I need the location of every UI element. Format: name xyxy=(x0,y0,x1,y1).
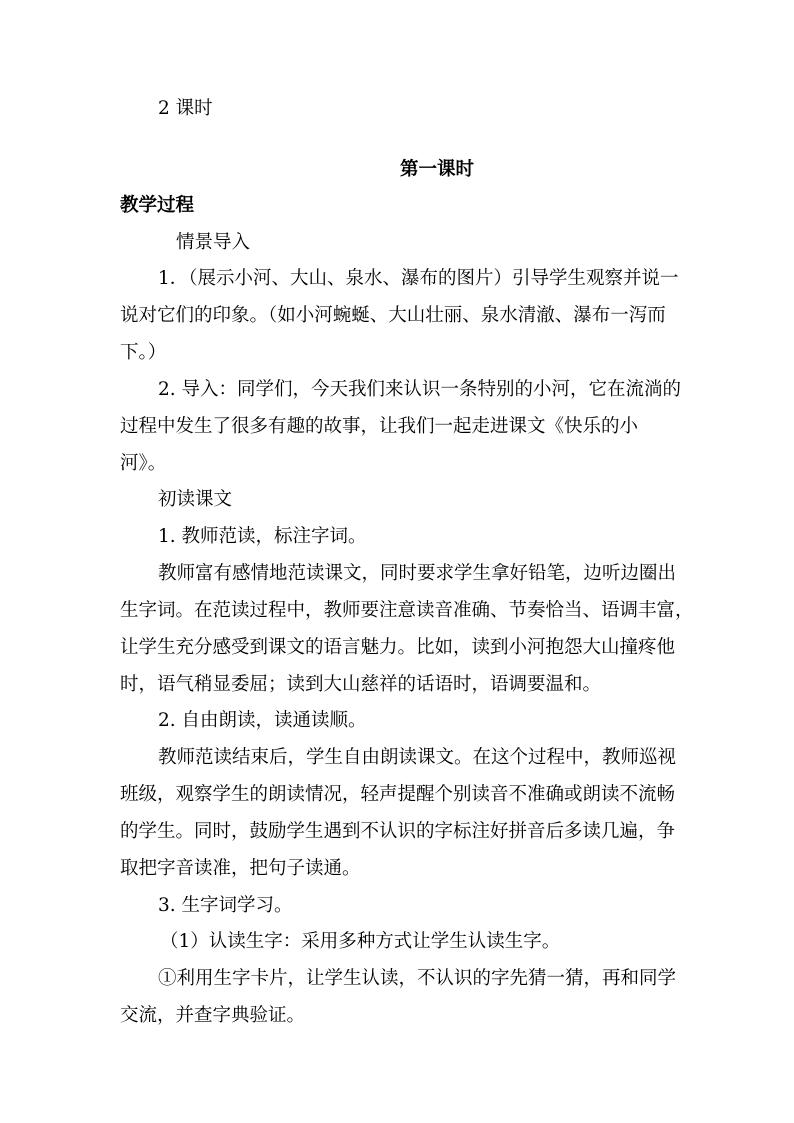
paragraph-line: 让学生充分感受到课文的语言魅力。比如，读到小河抱怨大山撞疼他 xyxy=(120,637,676,658)
lesson-title: 第一课时 xyxy=(399,159,474,180)
paragraph-line: 下。） xyxy=(120,342,167,363)
paragraph-line: 的学生。同时，鼓励学生遇到不认识的字标注好拼音后多读几遍，争 xyxy=(120,821,676,842)
step-title: 3. 生字词学习。 xyxy=(158,895,293,916)
sub-heading-intro: 情景导入 xyxy=(176,232,251,253)
paragraph-line: 交流，并查字典验证。 xyxy=(120,1005,306,1026)
paragraph-line: 1．（展示小河、大山、泉水、瀑布的图片）引导学生观察并说一 xyxy=(158,268,679,289)
paragraph-line: 取把字音读准，把句子读通。 xyxy=(120,858,361,879)
sub-step-title: （1）认读生字：采用多种方式让学生认读生字。 xyxy=(160,931,561,952)
paragraph-line: 班级，观察学生的朗读情况，轻声提醒个别读音不准确或朗读不流畅 xyxy=(120,784,676,805)
paragraph-line: 时，语气稍显委屈；读到大山慈祥的话语时，语调要温和。 xyxy=(120,674,602,695)
sub-heading-read: 初读课文 xyxy=(158,489,233,510)
paragraph-line: 过程中发生了很多有趣的故事，让我们一起走进课文《快乐的小 xyxy=(120,416,639,437)
paragraph-line: 河》。 xyxy=(120,453,167,474)
step-title: 2. 自由朗读，读通读顺。 xyxy=(158,710,367,731)
paragraph-line: 教师富有感情地范读课文，同时要求学生拿好铅笔，边听边圈出 xyxy=(158,563,677,584)
paragraph-line: ①利用生字卡片，让学生认读，不认识的字先猜一猜，再和同学 xyxy=(158,968,677,989)
period-count: 2 课时 xyxy=(158,98,213,119)
step-title: 1. 教师范读，标注字词。 xyxy=(158,526,367,547)
paragraph-line: 生字词。在范读过程中，教师要注意读音准确、节奏恰当、语调丰富， xyxy=(120,600,694,621)
paragraph-line: 说对它们的印象。（如小河蜿蜒、大山壮丽、泉水清澈、瀑布一泻而 xyxy=(120,305,666,326)
paragraph-line: 教师范读结束后，学生自由朗读课文。在这个过程中，教师巡视 xyxy=(158,747,677,768)
paragraph-line: 2. 导入：同学们，今天我们来认识一条特别的小河，它在流淌的 xyxy=(158,379,682,400)
section-heading: 教学过程 xyxy=(120,195,195,216)
